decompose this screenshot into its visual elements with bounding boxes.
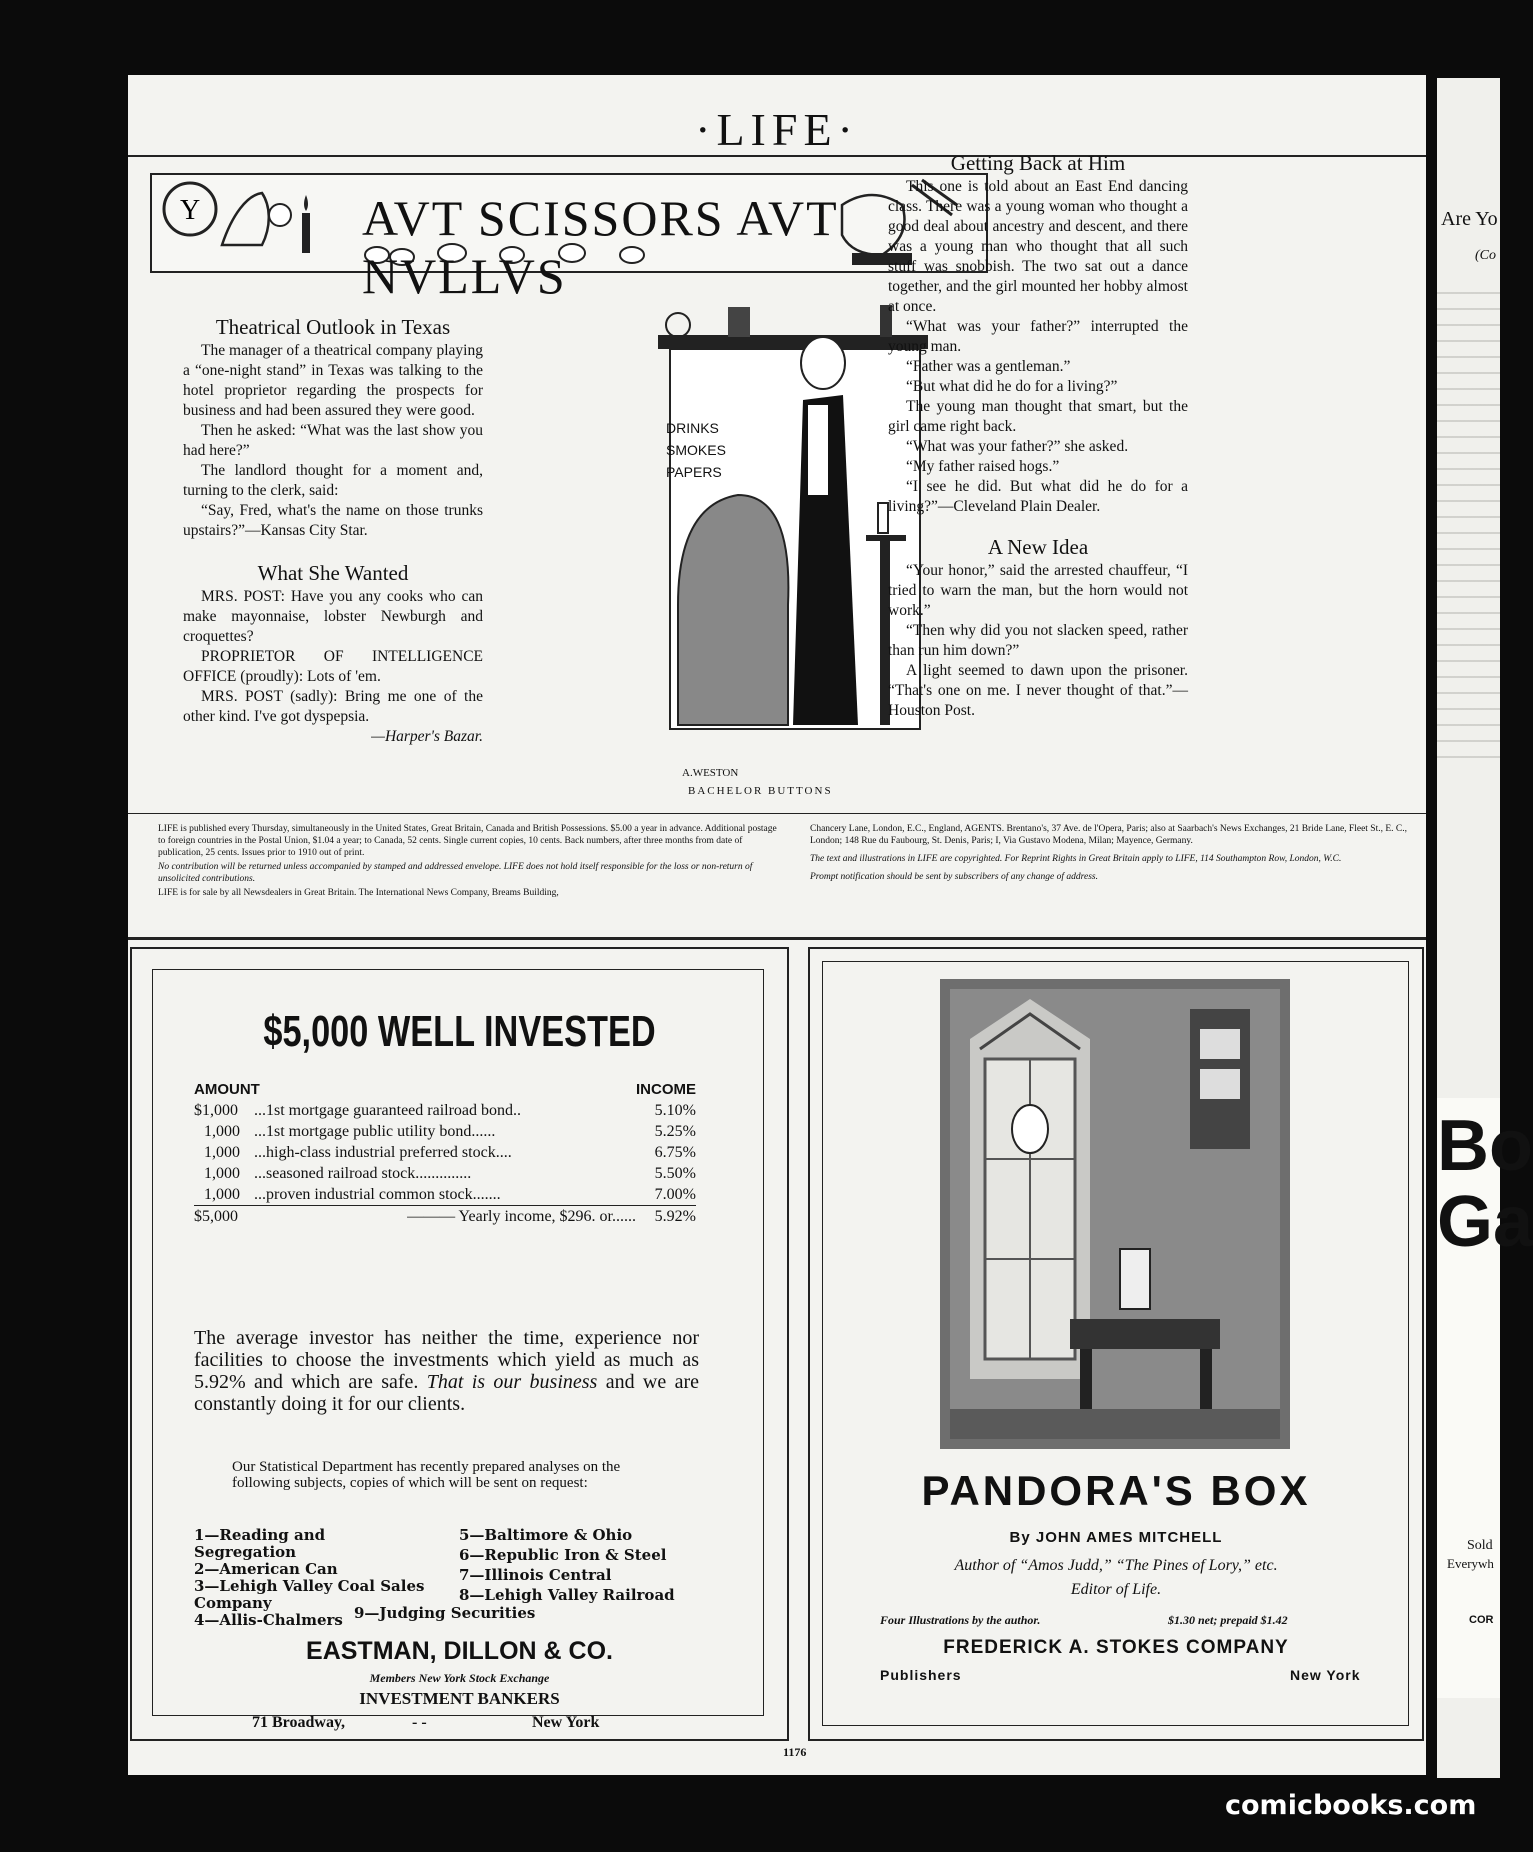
colophon-text: The text and illustrations in LIFE are copyrighted. For Reprint Rights in Great Britain apply to LIFE, 114 Southampton Row, London, W.C. <box>810 854 1342 864</box>
article-paragraph: MRS. POST: Have you any cooks who can make mayonnaise, lobster Newburgh and croquettes? <box>183 588 483 645</box>
table-header <box>194 1079 696 1100</box>
article-paragraph: Then he asked: “What was the last show you had here?” <box>183 422 483 459</box>
article-source: —Harper's Bazar. <box>371 728 483 745</box>
masthead-rule <box>128 155 1426 157</box>
fragment-cor: COR <box>1469 1614 1494 1626</box>
author-credits: Author of “Amos Judd,” “The Pines of Lory,” etc. <box>954 1557 1278 1574</box>
magazine-page <box>128 75 1426 1775</box>
article-title: Getting Back at Him <box>950 151 1126 175</box>
editor-credit: Editor of Life. <box>1070 1581 1162 1598</box>
book-advertisement <box>808 947 1424 1741</box>
pandora-illustration-icon <box>940 979 1290 1449</box>
ad-body-text: The average investor has neither the time, experience nor facilities to choose the investments which yield as much as 5.92% and which are safe. <box>194 1327 699 1393</box>
table-row <box>194 1184 696 1206</box>
article-paragraph: “But what did he do for a living?” <box>906 378 1118 395</box>
list-item: 8—Lehigh Valley Railroad <box>459 1586 675 1604</box>
row-description: ...1st mortgage guaranteed railroad bond.. <box>254 1102 522 1119</box>
colophon-text: LIFE is for sale by all Newsdealers in Great Britain. The International News Company, Breams Building, <box>158 888 559 898</box>
book-title: PANDORA'S BOX <box>921 1467 1311 1514</box>
ad-body-text: and we are constantly doing it for our clients. <box>194 1371 699 1415</box>
total-description: ——— Yearly income, $296. or...... <box>407 1208 636 1225</box>
article-title: Theatrical Outlook in Texas <box>215 315 451 339</box>
masthead: ·LIFE· <box>695 104 859 155</box>
motto-banner <box>150 173 988 304</box>
svg-text:Y: Y <box>180 195 201 226</box>
article-paragraph: “What was your father?” she asked. <box>906 438 1129 455</box>
total-income: 5.92% <box>654 1208 696 1225</box>
row-amount: $1,000 <box>194 1102 238 1119</box>
article-paragraph: “Say, Fred, what's the name on those trunks upstairs?”—Kansas City Star. <box>183 502 483 539</box>
row-amount: 1,000 <box>204 1123 240 1140</box>
row-income: 6.75% <box>654 1144 696 1161</box>
illustration-caption: BACHELOR BUTTONS <box>688 785 833 797</box>
article-paragraph: “I see he did. But what did he do for a living?”—Cleveland Plain Dealer. <box>888 478 1188 515</box>
column-header-income: INCOME <box>636 1081 696 1098</box>
book-byline: By JOHN AMES MITCHELL <box>1009 1529 1223 1546</box>
watermark: comicbooks.com <box>1225 1790 1477 1821</box>
fragment-everywhere: Everywh <box>1447 1556 1494 1571</box>
list-item: 4—Allis-Chalmers <box>194 1611 343 1629</box>
article-paragraph: PROPRIETOR OF INTELLIGENCE OFFICE (proudly): Lots of 'em. <box>183 648 483 685</box>
article-paragraph: MRS. POST (sadly): Bring me one of the other kind. I've got dyspepsia. <box>183 688 483 725</box>
row-income: 7.00% <box>654 1186 696 1203</box>
list-item: 6—Republic Iron & Steel <box>459 1546 667 1564</box>
sign-line-smokes: SMOKES <box>666 442 726 458</box>
motto-text: AVT SCISSORS AVT NVLLVS <box>362 190 838 304</box>
row-description: ...seasoned railroad stock.............. <box>254 1165 472 1182</box>
row-description: ...proven industrial common stock....... <box>254 1186 501 1203</box>
colophon-rule-top <box>128 813 1426 814</box>
table-row <box>194 1121 696 1142</box>
firm-type: INVESTMENT BANKERS <box>359 1689 560 1708</box>
left-column <box>183 317 483 747</box>
firm-membership: Members New York Stock Exchange <box>369 1671 550 1685</box>
row-income: 5.25% <box>654 1123 696 1140</box>
ad-body-paragraph <box>194 1327 699 1415</box>
page-number: 1176 <box>783 1745 807 1759</box>
address-dashes: - - <box>412 1714 427 1731</box>
row-income: 5.50% <box>654 1165 696 1182</box>
article-paragraph: This one is told about an East End dancing class. There was a young woman who thought a good deal about ancestry and descent, and there was a young man who thought that all such stuff was snobbish. The two sat out a dance together, and the girl mounted her hobby almost at once. <box>888 178 1188 315</box>
article-paragraph: The manager of a theatrical company playing a “one-night stand” in Texas was talking to the hotel proprietor regarding the prospects for business and had been assured they were good. <box>183 342 483 419</box>
colophon-right <box>810 823 1410 883</box>
statistical-note: Our Statistical Department has recently prepared analyses on the following subjects, copies of which will be sent on request: <box>232 1459 621 1491</box>
artist-signature: A.WESTON <box>682 767 739 779</box>
colophon-rule-bottom <box>128 937 1426 940</box>
right-column <box>888 153 1188 721</box>
list-item: 9—Judging Securities <box>354 1604 536 1622</box>
firm-name: EASTMAN, DILLON & CO. <box>306 1637 613 1665</box>
sign-line-papers: PAPERS <box>666 464 722 480</box>
article-paragraph: “My father raised hogs.” <box>906 458 1060 475</box>
row-income: 5.10% <box>654 1102 696 1119</box>
table-row <box>194 1163 696 1184</box>
list-item: 3—Lehigh Valley Coal Sales Company <box>194 1577 425 1612</box>
article-paragraph: “Father was a gentleman.” <box>906 358 1071 375</box>
list-item: 7—Illinois Central <box>459 1566 612 1584</box>
colophon-text: LIFE is published every Thursday, simultaneously in the United States, Great Britain, Canada and British Possessions. $5.00 a year in advance. Additional postage to foreign countries in the Postal Union, $1.04 a year; to Canada, 52 cents. Single current copies, 10 cents. Back numbers, after three months from date of publication, 25 cents. Issues prior to 1910 out of print. <box>158 824 777 858</box>
list-item: 1—Reading and Segregation <box>194 1526 326 1561</box>
colophon-text: Prompt notification should be sent by subscribers of any change of address. <box>810 872 1098 882</box>
total-amount: $5,000 <box>194 1208 238 1225</box>
column-header-amount: AMOUNT <box>194 1081 260 1098</box>
publisher-city: New York <box>1290 1667 1361 1683</box>
table-row <box>194 1142 696 1163</box>
list-item: 5—Baltimore & Ohio <box>459 1526 633 1544</box>
article-title: A New Idea <box>987 535 1089 559</box>
article-title: What She Wanted <box>257 561 409 585</box>
ad-body-emphasis: That is our business <box>426 1371 598 1393</box>
fragment-title: Are Yo <box>1441 208 1498 230</box>
article-paragraph: The young man thought that smart, but the girl came right back. <box>888 398 1188 435</box>
fragment-big-letters: Bo Ga <box>1437 1106 1533 1262</box>
row-amount: 1,000 <box>204 1144 240 1161</box>
publishers-label: Publishers <box>880 1667 962 1683</box>
article-paragraph: “Your honor,” said the arrested chauffeur, “I tried to warn the man, but the horn would not work.” <box>888 562 1188 619</box>
list-item: 2—American Can <box>194 1560 338 1578</box>
table-row <box>194 1100 696 1121</box>
fragment-subtitle: (Co <box>1475 248 1496 263</box>
adjacent-page-fragment <box>1437 78 1533 1778</box>
book-price: $1.30 net; prepaid $1.42 <box>1168 1613 1288 1627</box>
fragment-text-lines <box>1437 278 1500 758</box>
row-description: ...high-class industrial preferred stock.... <box>254 1144 512 1161</box>
ad-headline: $5,000 WELL INVESTED <box>263 1007 656 1056</box>
publisher-name: FREDERICK A. STOKES COMPANY <box>943 1637 1289 1658</box>
article-paragraph: “What was your father?” interrupted the young man. <box>888 318 1188 355</box>
colophon-text: No contribution will be returned unless accompanied by stamped and addressed envelope. LIFE does not hold itself responsible for the loss or non-return of unsolicited contributions. <box>158 862 753 884</box>
fragment-sold: Sold <box>1467 1538 1493 1553</box>
article-paragraph: A light seemed to dawn upon the prisoner. “That's one on me. I never thought of that.”—Houston Post. <box>888 662 1188 719</box>
colophon-text: Chancery Lane, London, E.C., England, AGENTS. Brentano's, 37 Ave. de l'Opera, Paris; also at Saarbach's News Exchanges, 21 Bride Lane, Fleet St., E. C., London; 148 Rue du Faubourg, St. Denis, Paris; I, Via Gustavo Modena, Milan; Mayence, Germany. <box>810 824 1407 846</box>
table-total-row <box>194 1206 696 1227</box>
row-description: ...1st mortgage public utility bond...... <box>254 1123 496 1140</box>
firm-address: 71 Broadway, <box>252 1714 346 1731</box>
colophon-left <box>158 823 778 899</box>
firm-city: New York <box>532 1714 600 1731</box>
article-paragraph: The landlord thought for a moment and, turning to the clerk, said: <box>183 462 483 499</box>
row-amount: 1,000 <box>204 1165 240 1182</box>
article-paragraph: “Then why did you not slacken speed, rather than run him down?” <box>888 622 1188 659</box>
investment-advertisement <box>130 947 789 1741</box>
investment-table <box>194 1079 696 1227</box>
sign-line-drinks: DRINKS <box>666 420 719 436</box>
sign-text <box>666 417 726 483</box>
row-amount: 1,000 <box>204 1186 240 1203</box>
subjects-right <box>459 1527 699 1604</box>
illustrations-note: Four Illustrations by the author. <box>880 1613 1041 1627</box>
